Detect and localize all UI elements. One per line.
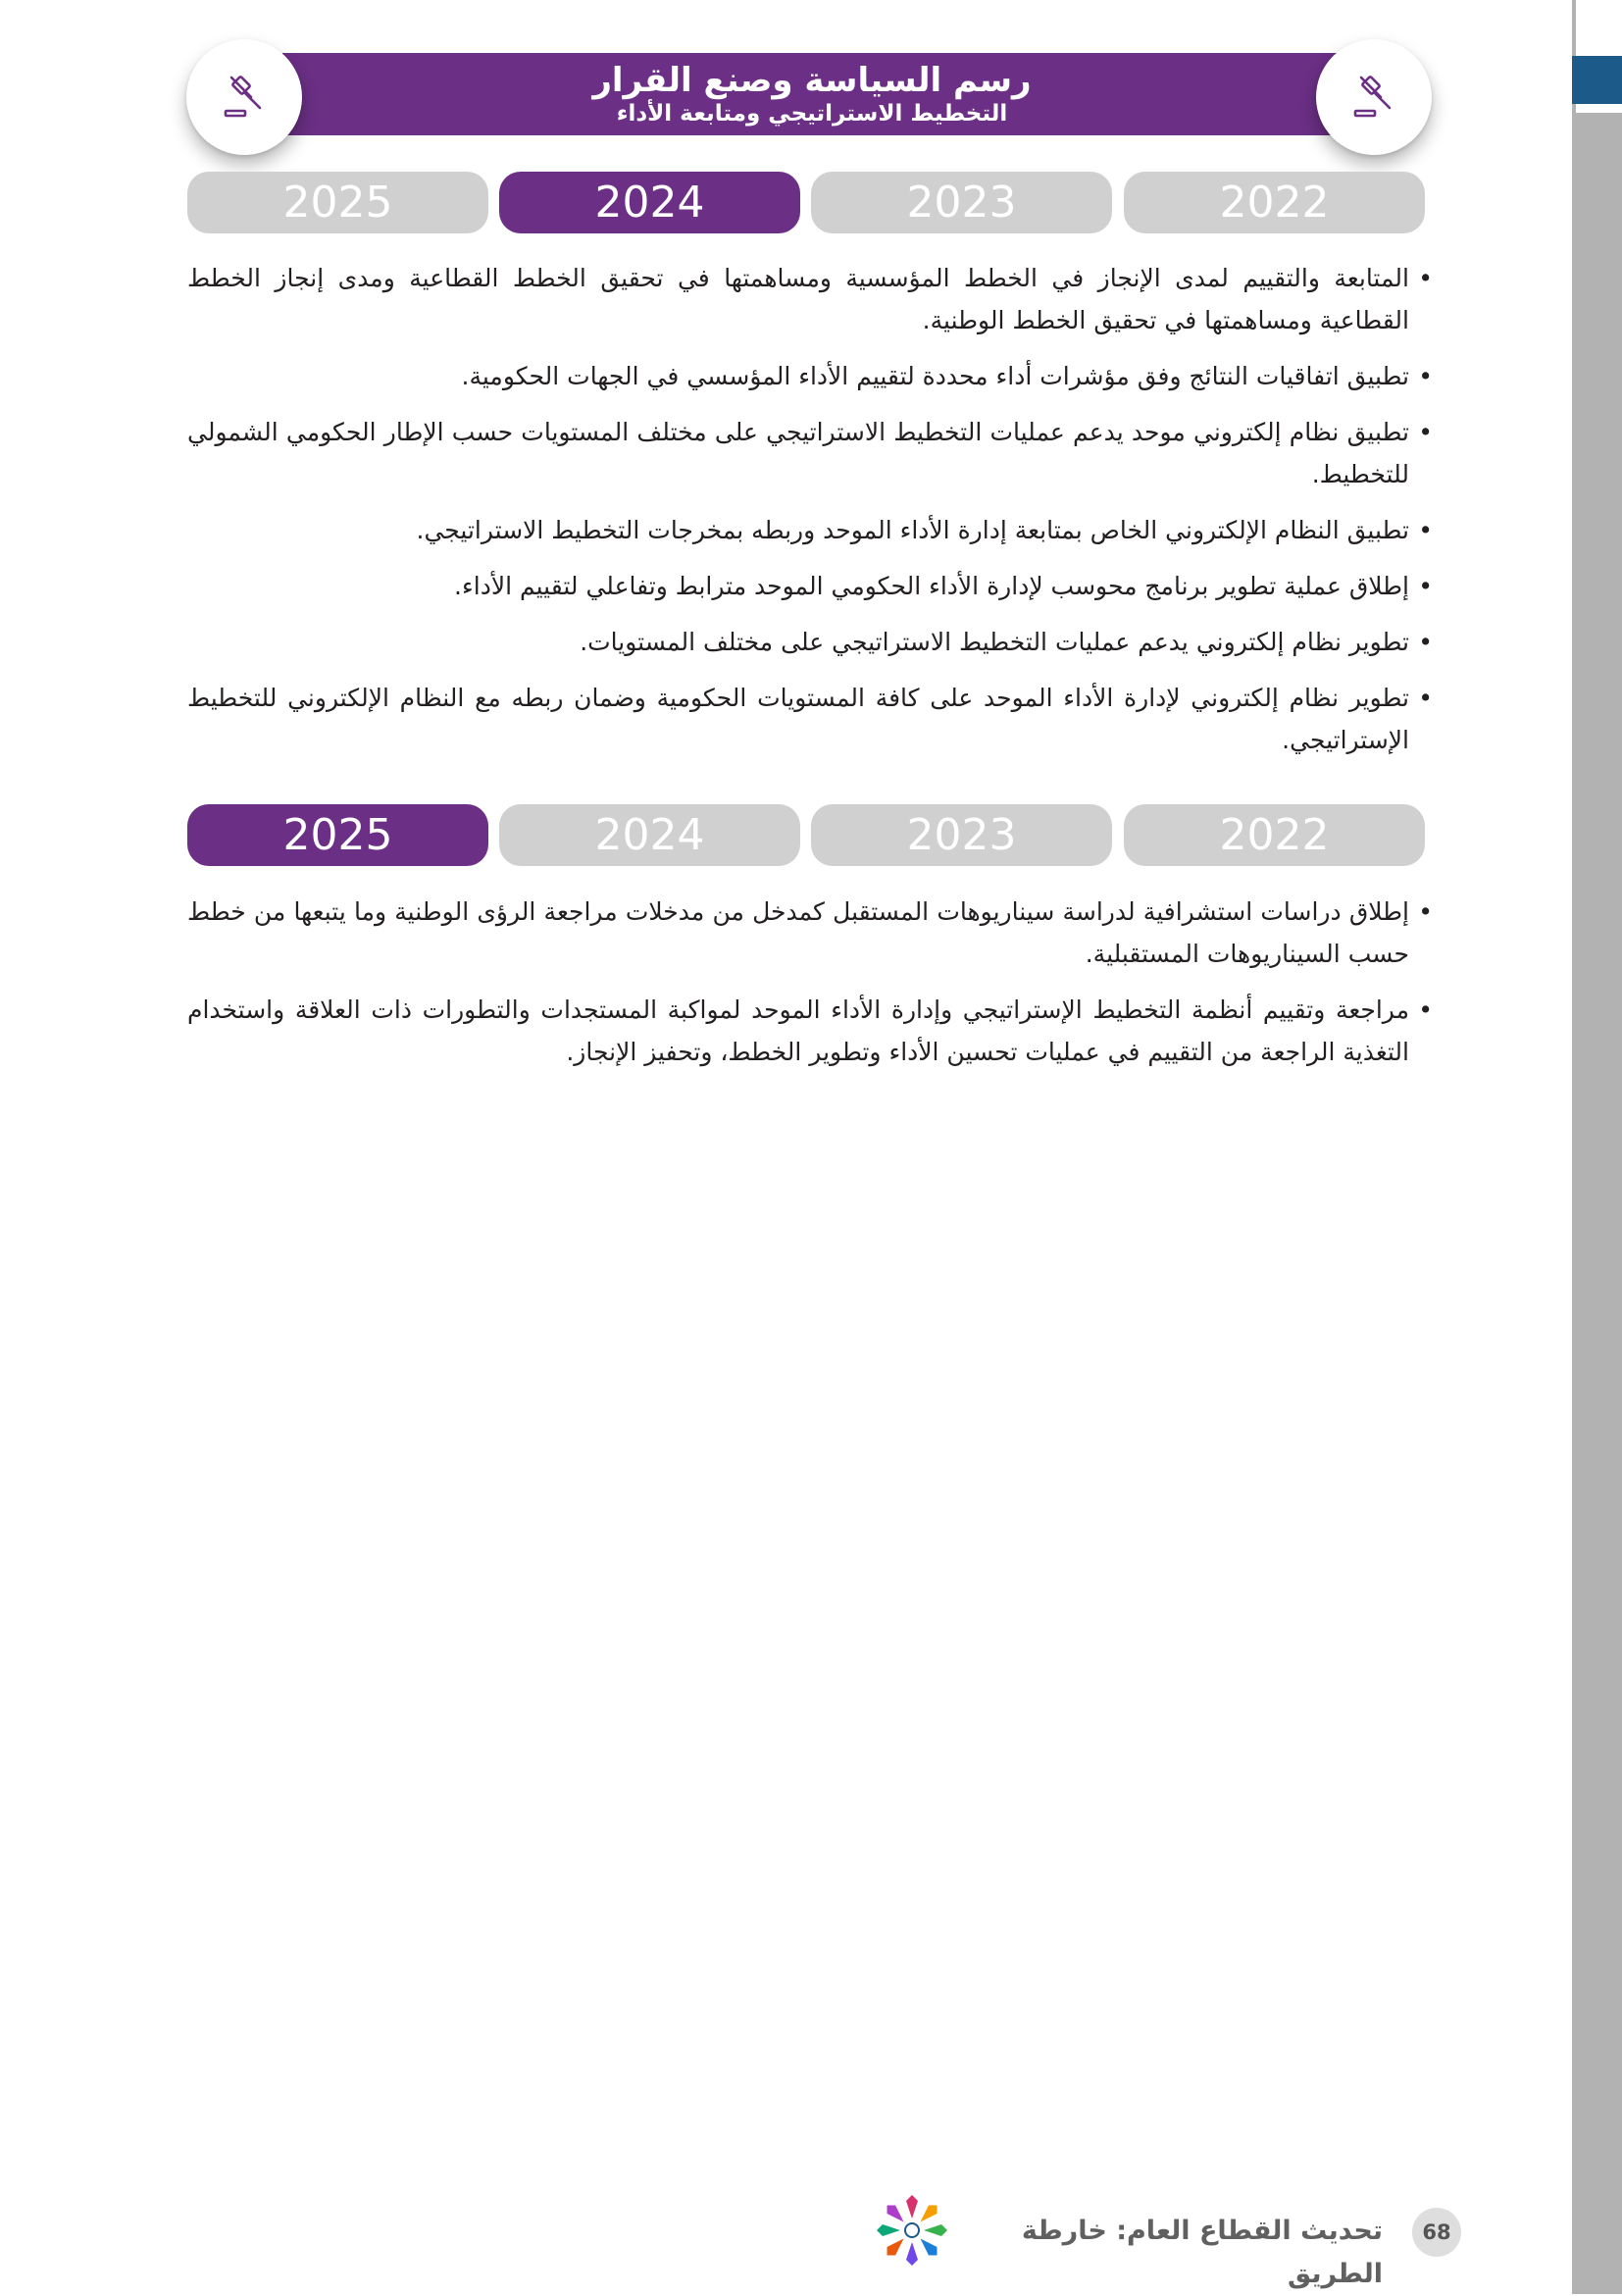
list-item: • تطبيق اتفاقيات النتائج وفق مؤشرات أداء محددة لتقييم الأداء المؤسسي في الجهات الحكومية.: [187, 355, 1433, 397]
year-tabs-section-1: [187, 172, 1425, 233]
page-subtitle: التخطيط الاستراتيجي ومتابعة الأداء: [616, 101, 1008, 127]
list-item: • إطلاق دراسات استشرافية لدراسة سيناريوهات المستقبل كمدخل من مدخلات مراجعة الرؤى الوطنية وما يتبعها من خطط حسب السيناريوهات المستقبلية.: [187, 891, 1433, 975]
year-tab-2024-active[interactable]: 2024: [499, 172, 800, 233]
list-item: • تطبيق النظام الإلكتروني الخاص بمتابعة إدارة الأداء الموحد وربطه بمخرجات التخطيط الاستراتيجي.: [187, 509, 1433, 551]
year-tab-2023[interactable]: 2023: [811, 172, 1112, 233]
year-tab-2025[interactable]: 2025: [187, 172, 488, 233]
list-item: • إطلاق عملية تطوير برنامج محوسب لإدارة الأداء الحكومي الموحد مترابط وتفاعلي لتقييم الأداء.: [187, 565, 1433, 607]
modernization-logo-icon: [872, 2190, 952, 2270]
year-tabs-section-2: [187, 804, 1425, 866]
page-title: رسم السياسة وصنع القرار: [592, 61, 1032, 100]
header-banner: [282, 53, 1342, 135]
list-item: • مراجعة وتقييم أنظمة التخطيط الإستراتيجي وإدارة الأداء الموحد لمواكبة المستجدات والتطورات ذات العلاقة واستخدام التغذية الراجعة من التقييم في عمليات تحسين الأداء وتطوير الخطط، وتحفيز الإنجاز.: [187, 989, 1433, 1073]
list-item: • تطوير نظام إلكتروني يدعم عمليات التخطيط الاستراتيجي على مختلف المستويات.: [187, 621, 1433, 663]
chapter-tab-marker: [1572, 56, 1622, 104]
page-number: 68: [1412, 2208, 1461, 2257]
side-bar: [1572, 0, 1622, 2294]
gavel-emblem-right: [1316, 39, 1432, 155]
bullet-list-section-1: [187, 257, 1433, 775]
year-tab-2024[interactable]: 2024: [499, 804, 800, 866]
year-tab-2022[interactable]: 2022: [1124, 172, 1425, 233]
footer-title: تحديث القطاع العام: خارطة الطريق: [1021, 2216, 1383, 2289]
list-item: • تطبيق نظام إلكتروني موحد يدعم عمليات التخطيط الاستراتيجي على مختلف المستويات حسب الإطار الحكومي الشمولي للتخطيط.: [187, 411, 1433, 495]
gavel-emblem-left: [186, 39, 302, 155]
year-tab-2022[interactable]: 2022: [1124, 804, 1425, 866]
year-tab-2023[interactable]: 2023: [811, 804, 1112, 866]
list-item: • تطوير نظام إلكتروني لإدارة الأداء الموحد على كافة المستويات الحكومية وضمان ربطه مع النظام الإلكتروني للتخطيط الإستراتيجي.: [187, 677, 1433, 761]
gavel-icon: [1350, 74, 1397, 121]
year-tab-2025-active[interactable]: 2025: [187, 804, 488, 866]
gavel-icon: [221, 74, 268, 121]
list-item: • المتابعة والتقييم لمدى الإنجاز في الخطط المؤسسية ومساهمتها في تحقيق الخطط القطاعية ومدى إنجاز الخطط القطاعية ومساهمتها في تحقيق الخطط الوطنية.: [187, 257, 1433, 341]
bullet-list-section-2: [187, 891, 1433, 1087]
